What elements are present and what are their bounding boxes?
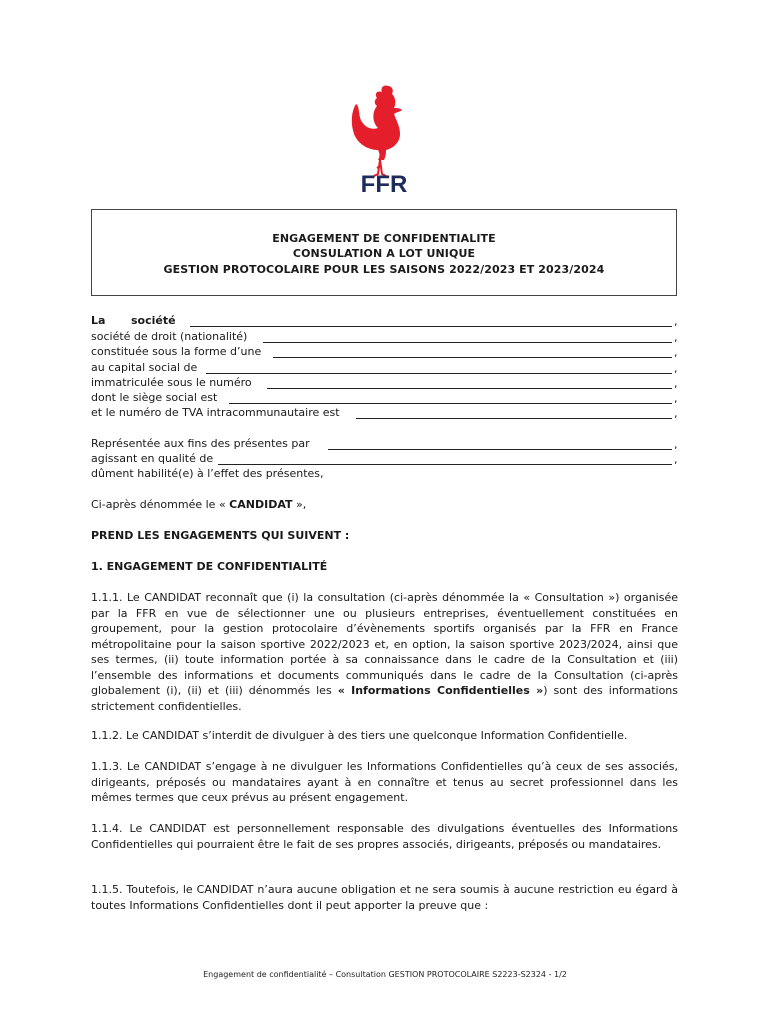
candidat-line [91, 498, 306, 511]
form-numero: immatriculée sous le numéro [91, 376, 252, 389]
form-tva: et le numéro de TVA intracommunautaire est [91, 406, 340, 419]
p111-text-b: « Informations Confidentielles » [337, 684, 544, 697]
form-siege: dont le siège social est [91, 391, 218, 404]
candidat-prefix: Ci-après dénommée le « [91, 498, 230, 511]
blank-siege[interactable] [229, 403, 672, 404]
candidat-suffix: », [292, 498, 307, 511]
p111-text-a: 1.1.1. Le CANDIDAT reconnaît que (i) la consultation (ci-après dénommée la « Consultation ») organisée par la FFR en vue de sélectionner une ou plusieurs entreprises, éventuellement constituées en groupement, pour la gestion protocolaire d’évènements sportifs organisés par la FFR en France métropolitaine pour la saison sportive 2022/2023 et, en option, la saison sportive 2023/2024, ainsi que ses termes, (ii) toute information portée à sa connaissance dans le cadre de la Consultation et (iii) l’ensemble des informations et documents communiqués dans le cadre de la Consultation (ci-après globalement (i), (ii) et (iii) dénommés les [91, 591, 678, 697]
form-la: La [91, 314, 106, 327]
title-line-3: GESTION PROTOCOLAIRE POUR LES SAISONS 2022/2023 ET 2023/2024 [163, 263, 605, 276]
paragraph-1-1-4: 1.1.4. Le CANDIDAT est personnellement responsable des divulgations éventuelles des Informations Confidentielles qui pourraient être le fait de ses propres associés, dirigeants, préposés ou mandataires. [91, 822, 678, 851]
form-representee: Représentée aux fins des présentes par [91, 437, 310, 450]
blank-tva[interactable] [356, 418, 672, 419]
form-capital: au capital social de [91, 361, 198, 374]
comma: , [674, 392, 678, 405]
comma: , [674, 453, 678, 466]
blank-societe[interactable] [190, 326, 672, 327]
paragraph-1-1-2: 1.1.2. Le CANDIDAT s’interdit de divulguer à des tiers une quelconque Information Confidentielle. [91, 729, 628, 742]
comma: , [674, 407, 678, 420]
form-qualite: agissant en qualité de [91, 452, 214, 465]
rooster-icon [344, 82, 424, 194]
blank-forme[interactable] [273, 357, 672, 358]
form-habilite: dûment habilité(e) à l’effet des présentes, [91, 467, 324, 480]
comma: , [674, 362, 678, 375]
paragraph-1-1-1 [91, 590, 678, 714]
blank-numero[interactable] [267, 388, 672, 389]
section1-heading: 1. ENGAGEMENT DE CONFIDENTIALITÉ [91, 560, 328, 573]
paragraph-1-1-5: 1.1.5. Toutefois, le CANDIDAT n’aura aucune obligation et ne sera soumis à aucune restriction eu égard à toutes Informations Confidentielles dont il peut apporter la preuve que : [91, 883, 678, 912]
comma: , [674, 377, 678, 390]
title-line-2: CONSULATION A LOT UNIQUE [292, 247, 476, 260]
candidat-name: CANDIDAT [229, 498, 293, 511]
blank-capital[interactable] [206, 373, 672, 374]
logo-text: FFR [360, 171, 408, 194]
form-nationalite: société de droit (nationalité) [91, 330, 248, 343]
comma: , [674, 331, 678, 344]
ffr-logo [344, 82, 424, 194]
comma: , [674, 315, 678, 328]
title-line-1: ENGAGEMENT DE CONFIDENTIALITE [272, 232, 496, 245]
p111-text-c: ) sont des informations strictement confidentielles. [91, 684, 678, 713]
paragraph-1-1-3: 1.1.3. Le CANDIDAT s’engage à ne divulguer les Informations Confidentielles qu’à ceux de ses associés, dirigeants, préposés ou mandataires ayant à en connaître et tenus au secret professionnel dans les mêmes termes que ceux prévus au présent engagement. [91, 760, 678, 804]
engagements-heading: PREND LES ENGAGEMENTS QUI SUIVENT : [91, 529, 350, 542]
comma: , [674, 438, 678, 451]
form-forme: constituée sous la forme d’une [91, 345, 262, 358]
blank-nationalite[interactable] [263, 342, 672, 343]
comma: , [674, 346, 678, 359]
form-societe: société [131, 314, 176, 327]
blank-representee[interactable] [328, 449, 672, 450]
title-box [91, 209, 677, 296]
blank-qualite[interactable] [218, 464, 672, 465]
page-footer: Engagement de confidentialité – Consultation GESTION PROTOCOLAIRE S2223-S2324 - 1/2 [203, 970, 567, 979]
